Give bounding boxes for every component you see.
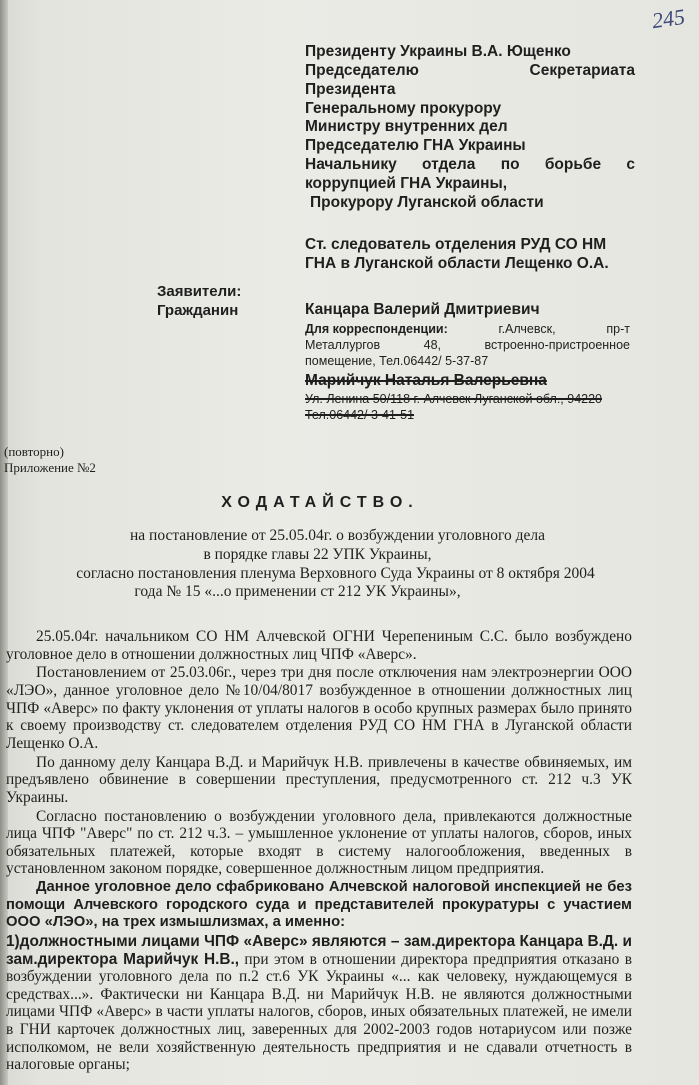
applicant-name: Канцара Валерий Дмитриевич xyxy=(305,301,540,318)
subtitle-line: согласно постановления пленума Верховного Суда Украины от 8 октября 2004 xyxy=(76,565,595,582)
recipient-line-justified xyxy=(305,155,635,174)
repeat-note: (повторно) xyxy=(4,444,64,459)
plain-text: при этом в отношении директора предприятия отказано в возбуждении уголовного дела по п.2 ст.6 УК Украины «... как человеку, нуждающемуся в средствах...». Фактически ни Канцара В.Д. ни Марийчук Н.В. не являются должностными лицами ЧПФ «Аверс» в части уплаты налогов, сборов, иных обязательных платежей, не имели в ГНИ карточек должностных лиц, заверенных для 2002-2003 годов нотариусом или позже исполкомом, не вели хозяйственную деятельность предприятия и не сдавали отчетность в налоговые органы; xyxy=(6,950,632,1074)
body-paragraph: По данному делу Канцара В.Д. и Марийчук Н.В. привлечены в качестве обвиняемых, им предъявлено обвинение в совершении преступления, предусмотренного ст. 212 ч.3 УК Украины. xyxy=(6,753,632,806)
body-paragraph-mixed xyxy=(6,933,632,1074)
address-line: г.Алчевск, xyxy=(498,322,556,336)
recipient-word: с xyxy=(626,156,635,173)
subtitle-line: на постановление от 25.05.04г. о возбуждении уголовного дела xyxy=(129,527,545,544)
applicants-label: Заявители: xyxy=(157,283,242,300)
address-line-row xyxy=(305,337,630,353)
document-title: ХОДАТАЙСТВО. xyxy=(221,494,419,511)
recipient-line: Председателю ГНА Украины xyxy=(305,137,526,154)
investigator-line: ГНА в Луганской области Лещенко О.А. xyxy=(305,255,609,272)
subtitle-line: года № 15 «...о применении ст 212 УК Украины», xyxy=(134,583,461,600)
recipient-line: Министру внутренних дел xyxy=(305,118,508,135)
body-paragraph: 25.05.04г. начальником СО НМ Алчевской ОГНИ Черепениным С.С. было возбуждено уголовное дело в отношении должностных лиц ЧПФ «Аверс». xyxy=(6,628,632,663)
recipient-line: Президенту Украины В.А. Ющенко xyxy=(305,43,571,60)
applicant2-phone-struck: Тел.06442/ 3-41-51 xyxy=(305,408,415,422)
recipient-word: Секретариата xyxy=(529,62,635,79)
body-paragraph: Согласно постановлению о возбуждении уголовного дела, привлекаются должностные лица ЧПФ "Аверс" по ст. 212 ч.3. – умышленное уклонение от уплаты налогов, сборов, иных обязательных платежей, которые входят в систему налогообложения, введенных в установленном законом порядке, совершенное должностным лицом предприятия. xyxy=(6,807,632,878)
applicant2-address-struck: Ул. Ленина 50/118 г. Алчевск Луганской обл., 94220 xyxy=(305,392,603,406)
address-line: помещение, Тел.06442/ 5-37-87 xyxy=(305,354,489,368)
handwritten-page-number: 245 xyxy=(650,3,687,34)
address-line: пр-т xyxy=(606,322,630,336)
recipient-word: Начальнику xyxy=(305,156,397,173)
document-body xyxy=(6,628,632,1075)
recipient-line-justified xyxy=(305,61,635,80)
recipient-line: Президента xyxy=(305,81,396,98)
recipient-line: Прокурору Луганской области xyxy=(310,194,544,211)
appendix-label: Приложение №2 xyxy=(4,460,96,475)
recipient-line: коррупцией ГНА Украины, xyxy=(305,175,508,192)
emphasis-text: 1)должностными лицами ЧПФ «Аверс» являются – зам.директора Канцара В.Д. и зам.директора Марийчук Н.В., xyxy=(6,933,632,968)
address-part: Металлургов xyxy=(305,338,381,352)
recipient-word: по xyxy=(500,156,520,173)
applicant-correspondence xyxy=(305,321,630,369)
applicant2-name-struck: Марийчук Наталья Валерьевна xyxy=(305,372,547,389)
recipient-line: Генеральному прокурору xyxy=(305,100,502,117)
address-part: 48, xyxy=(423,338,442,352)
subtitle-line: в порядке главы 22 УПК Украины, xyxy=(203,546,432,563)
body-paragraph: Постановлением от 25.03.06г., через три дня после отключения нам электроэнергии ООО «ЛЭО», данное уголовное дело №10/04/8017 возбужденное в отношении должностных лиц ЧПФ «Аверс» по факту уклонения от уплаты налогов в особо крупных размерах было принято к своему производству ст. следователем отделения РУД СО НМ ГНА в Луганской области Лещенко О.А. xyxy=(6,664,632,752)
body-paragraph-bold: Данное уголовное дело сфабриковано Алчевской налоговой инспекцией не без помощи Алчевского городского суда и представителей прокуратуры с участием ООО «ЛЭО», на трех измышлизмах, а именно: xyxy=(6,879,632,931)
correspondence-first-line xyxy=(305,321,630,337)
recipient-word: Председателю xyxy=(305,62,419,79)
address-part: встроенно-пристроенное xyxy=(484,338,630,352)
recipient-word: отдела xyxy=(422,156,476,173)
citizen-label: Гражданин xyxy=(157,302,239,319)
correspondence-label: Для корреспонденции: xyxy=(305,322,448,336)
recipient-word: борьбе xyxy=(544,156,602,173)
investigator-line: Ст. следователь отделения РУД СО НМ xyxy=(305,236,607,253)
